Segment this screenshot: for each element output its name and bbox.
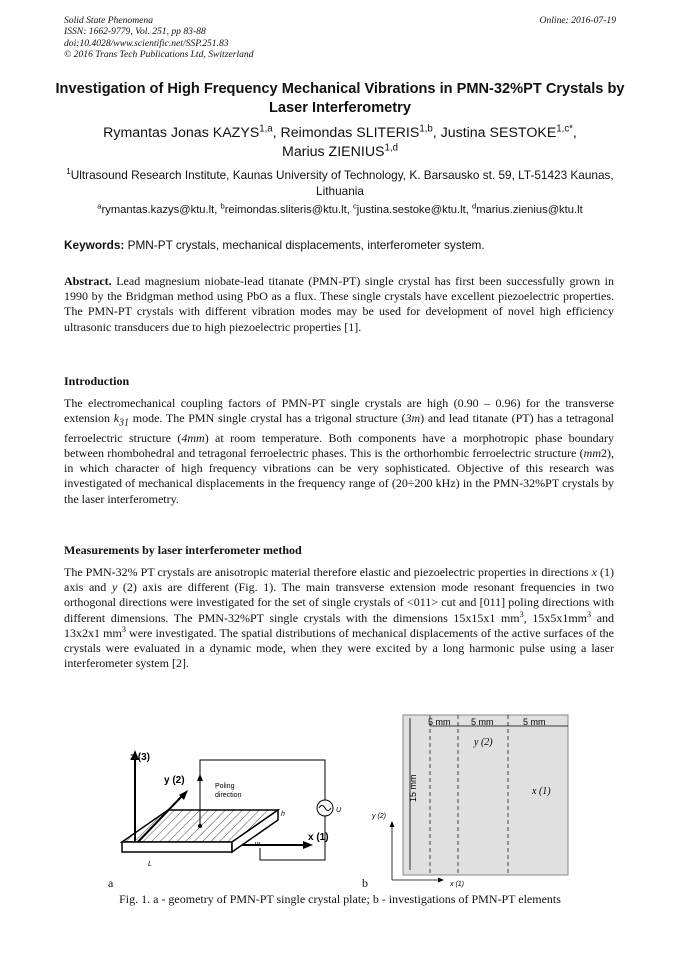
poling-origin: [198, 824, 202, 828]
email-sup: a: [97, 201, 102, 211]
author-list: [52, 124, 628, 162]
dim-label-3: 5 mm: [523, 717, 546, 727]
author-sup: 1,d: [384, 142, 398, 154]
abstract: [64, 274, 614, 335]
side-dim-label: 15 mm: [408, 774, 418, 802]
measurements-paragraph: [64, 565, 614, 671]
author-name: Reimondas SLITERIS: [280, 125, 420, 141]
figure-label-b: b: [362, 876, 368, 890]
text-run: k: [113, 411, 120, 426]
text-run: (2) axis are different (Fig. 1). The main transverse extension mode resonant frequencies in two orthogonal directions were investigated for the set of single crystals of <011> cut and [011] poling directions with different dimensions. The PMN-32%PT single crystals with the dimensions 15x15x1 mm: [64, 580, 615, 625]
text-run: x: [591, 565, 597, 579]
author-name: Justina SESTOKE: [440, 125, 557, 141]
keywords: [64, 238, 624, 252]
poling-label-2: direction: [215, 792, 242, 799]
email-link[interactable]: marius.zienius@ktu.lt: [476, 204, 583, 216]
affiliation: [52, 167, 628, 199]
email-link[interactable]: reimondas.sliteris@ktu.lt: [224, 204, 347, 216]
abstract-label: Abstract.: [64, 274, 112, 288]
text-run: ) and lead titanate (PT) has a tetragonal ferroelectric structure (: [64, 411, 614, 445]
author-sep: ,: [272, 125, 281, 141]
author-sup: 1,c*: [556, 123, 573, 135]
affiliation-sup: 1: [66, 167, 71, 177]
author-sup: 1,b: [419, 123, 433, 135]
L-label: L: [148, 861, 152, 868]
figure-caption: Fig. 1. a - geometry of PMN-PT single crystal plate; b - investigations of PMN-PT elements: [119, 892, 561, 906]
text-run: mode. The PMN single crystal has a trigonal structure (: [129, 411, 406, 426]
email-sup: d: [471, 201, 477, 211]
text-run: The electromechanical coupling factors of PMN-PT single crystals are high (0.90 – 0.96) for the transverse extension: [64, 396, 614, 426]
introduction-heading: Introduction: [64, 374, 130, 388]
text-run: ), in which character of high frequency vibrations can be very sophisticated. Objective of this research was investigated of mechanical displacements in the frequency range of (20÷200 kHz) in the PMN-32%PT crystals by the laser interferometry.: [64, 446, 614, 506]
email-link[interactable]: justina.sestoke@ktu.lt: [356, 204, 466, 216]
text-run: The PMN-32% PT crystals are anisotropic material therefore elastic and piezoelectric properties in directions: [64, 565, 592, 579]
text-run: ) at room temperature. Both components have a morphotropic phase boundary between rhombohedral and tetragonal ferroelectric phases. This is the orthorhombic ferroelectric structure (: [64, 430, 614, 460]
author-name: Marius ZIENIUS: [282, 144, 385, 160]
keywords-text: PMN-PT crystals, mechanical displacements, interferometer system.: [124, 238, 485, 252]
dim-label-1: 5 mm: [428, 717, 451, 727]
text-run: (1) axis and: [64, 565, 614, 595]
x-inside-label: x (1): [532, 786, 551, 797]
text-run: 2: [601, 446, 607, 460]
poling-label-1: Poling: [215, 783, 235, 790]
introduction-paragraph: [64, 396, 614, 507]
h-label: h: [281, 811, 285, 818]
x-axis-label: x (1): [308, 832, 329, 843]
text-run: mm: [583, 446, 601, 460]
online-date: Online: 2016-07-19: [539, 15, 616, 26]
y-inside-label: y (2): [474, 737, 493, 748]
b-y-label: y (2): [372, 813, 386, 820]
keywords-label: Keywords:: [64, 238, 125, 252]
text-run: 3: [121, 624, 126, 634]
U-label: U: [336, 807, 342, 814]
abstract-text: Lead magnesium niobate-lead titanate (PMN-PT) single crystal has first been successfully grown in 1990 by the Bridgman method using PbO as a flux. These single crystals have excellent piezoelectric properties. The PMN-PT crystals with different vibration modes may be used for development of novel high efficiency ultrasonic transducers due to high piezoelectric properties [1].: [64, 274, 614, 334]
copyright: © 2016 Trans Tech Publications Ltd, Switzerland: [64, 49, 254, 61]
text-run: 3: [587, 609, 592, 619]
y-axis-label: y (2): [164, 775, 185, 786]
figure-b-elements: [370, 710, 570, 890]
paper-title: Investigation of High Frequency Mechanical Vibrations in PMN-32%PT Crystals by Laser Interferometry: [55, 81, 625, 116]
author-sep: ,: [572, 125, 577, 141]
b-y-arrowhead: [390, 821, 395, 827]
text-run: 4mm: [181, 430, 205, 445]
text-run: 3: [519, 609, 524, 619]
journal-header: [64, 15, 616, 61]
email-link[interactable]: rymantas.kazys@ktu.lt: [101, 204, 215, 216]
figure-label-a: a: [108, 876, 114, 890]
text-run: y: [111, 580, 118, 595]
email-list: $^a$rymantas.kazys@ktu.lt, $^b$reimondas.sliteris@ktu.lt, $^c$justina.sestoke@ktu.lt, $^d$marius.zienius@ktu.lt: [97, 201, 583, 216]
text-run: 31: [119, 417, 130, 429]
measurements-heading: Measurements by laser interferometer method: [64, 543, 302, 557]
crystal-plate-front: [122, 842, 232, 852]
z-axis-label: z (3): [130, 752, 150, 763]
author-sup: 1,a: [259, 123, 273, 135]
author-name: Rymantas Jonas KAZYS: [103, 125, 260, 141]
email-sup: b: [220, 201, 225, 211]
journal-name: Solid State Phenomena: [64, 15, 153, 26]
text-run: , 15x5x1mm: [523, 610, 588, 625]
dim-label-2: 5 mm: [471, 717, 494, 727]
text-run: and 13x2x1 mm: [64, 610, 615, 640]
b-x-arrowhead: [438, 878, 444, 883]
figure-a-geometry: [100, 740, 370, 885]
text-run: were investigated. The spatial distributions of mechanical displacements of the active surfaces of the crystals were evaluated in a dynamic mode, when they were excited by a long harmonic pulse using a laser interferometer system [2].: [64, 625, 614, 671]
email-sup: c: [352, 201, 357, 211]
b-x-label: x (1): [450, 881, 464, 888]
affiliation-text: Ultrasound Research Institute, Kaunas University of Technology, K. Barsausko st. 59, LT-51423 Kaunas, Lithuania: [70, 168, 614, 198]
author-sep: ,: [432, 125, 441, 141]
w-label: w: [255, 841, 261, 848]
doi: doi:10.4028/www.scientific.net/SSP.251.83: [64, 37, 229, 49]
text-run: 3m: [405, 411, 421, 426]
issn: ISSN: 1662-9779, Vol. 251, pp 83-88: [64, 26, 206, 38]
